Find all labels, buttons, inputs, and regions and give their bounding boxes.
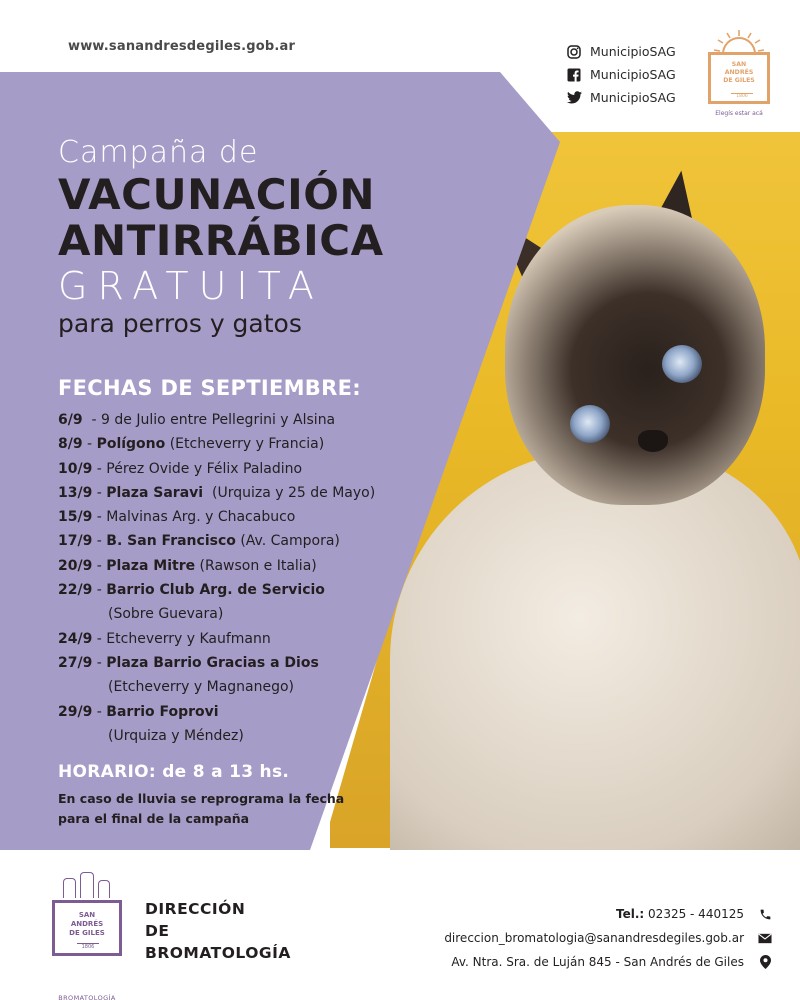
row-place: Plaza Mitre (106, 557, 196, 574)
sunrise-icon (712, 30, 766, 54)
bottle-icon (80, 872, 94, 898)
schedule-row (58, 505, 458, 529)
row-address: (Av. Campora) (235, 533, 340, 550)
social-links (566, 40, 676, 109)
cat-illustration-head (505, 205, 765, 505)
logo-text (711, 61, 767, 85)
row-address: (Rawson e Italia) (195, 557, 317, 574)
title-line-1: VACUNACIÓN (58, 170, 376, 219)
direction-line-2: DE (145, 922, 170, 940)
bottle-icon (98, 880, 110, 898)
row-separator: - (92, 484, 107, 501)
row-separator: - (92, 557, 107, 574)
cat-nose (638, 430, 668, 452)
facebook-handle: MunicipioSAG (590, 67, 676, 82)
row-place: Barrio Foprovi (106, 703, 219, 720)
blogo-year: 1806 (77, 943, 99, 950)
row-address: Malvinas Arg. y Chacabuco (106, 509, 296, 526)
title-target: para perros y gatos (58, 309, 302, 338)
bromatologia-logo-frame (52, 900, 122, 956)
row-place: Barrio Club Arg. de Servicio (106, 582, 325, 599)
schedule-list (58, 408, 458, 748)
bromatologia-logo (52, 874, 122, 1000)
row-date: 15/9 (58, 509, 93, 526)
email-text: direccion_bromatologia@sanandresdegiles.gob.ar (444, 931, 744, 945)
social-instagram[interactable] (566, 40, 676, 63)
phone-text (616, 907, 744, 921)
twitter-handle: MunicipioSAG (590, 90, 676, 105)
bromatologia-logo-text (55, 911, 119, 938)
schedule-row-sub: (Sobre Guevara) (108, 606, 224, 623)
footer (0, 850, 800, 1000)
row-separator: - (82, 412, 102, 428)
schedule-row (58, 481, 458, 505)
schedule-row (58, 457, 458, 481)
contact-phone[interactable] (444, 902, 772, 926)
direction-line-3: BROMATOLOGÍA (145, 944, 291, 962)
cat-eye-left (570, 405, 610, 443)
social-twitter[interactable] (566, 86, 676, 109)
schedule-row (58, 408, 458, 432)
hours-text: HORARIO: de 8 a 13 hs. (58, 762, 290, 782)
row-date: 24/9 (58, 630, 93, 647)
row-separator: - (92, 582, 107, 599)
logo-tagline: Elegís estar acá (715, 110, 763, 117)
row-date: 10/9 (58, 460, 93, 477)
logo-line-1: SAN (731, 61, 747, 68)
cat-eye-right (662, 345, 702, 383)
direction-line-1: DIRECCIÓN (145, 900, 246, 918)
blogo-line-2: ANDRÉS (70, 920, 104, 928)
row-separator: - (92, 509, 107, 526)
row-date: 17/9 (58, 533, 93, 550)
logo-line-2: ANDRÉS (724, 69, 754, 76)
row-separator: - (92, 533, 107, 550)
website-link[interactable]: www.sanandresdegiles.gob.ar (68, 39, 296, 54)
row-date: 22/9 (58, 582, 93, 599)
row-place: Plaza Saravi (106, 484, 204, 501)
row-separator: - (92, 460, 107, 477)
row-date: 27/9 (58, 654, 93, 671)
blogo-line-3: DE GILES (69, 929, 105, 937)
logo-line-3: DE GILES (723, 77, 755, 84)
campaign-title (58, 134, 518, 340)
row-separator: - (92, 654, 107, 671)
row-separator: - (92, 630, 107, 647)
row-date: 6/9 (58, 412, 83, 428)
row-address: 9 de Julio entre Pellegrini y Alsina (101, 412, 336, 428)
row-date: 20/9 (58, 557, 93, 574)
row-address: Etcheverry y Kaufmann (106, 630, 271, 647)
phone-icon (758, 907, 772, 921)
municipality-logo (704, 26, 774, 126)
phone-label: Tel.: (616, 907, 645, 921)
schedule-row-sub: (Urquiza y Méndez) (108, 727, 244, 744)
title-free: GRATUITA (58, 264, 324, 308)
schedule-row (58, 578, 458, 602)
instagram-handle: MunicipioSAG (590, 44, 676, 59)
blogo-line-1: SAN (78, 911, 96, 919)
row-separator: - (92, 703, 107, 720)
row-date: 8/9 (58, 436, 83, 453)
row-separator: - (82, 436, 97, 453)
schedule-row (58, 529, 458, 553)
row-date: 29/9 (58, 703, 93, 720)
contact-email[interactable] (444, 926, 772, 950)
title-campaign: Campaña de (58, 135, 259, 170)
twitter-icon (566, 90, 582, 106)
schedule-heading: FECHAS DE SEPTIEMBRE: (58, 376, 361, 400)
schedule-row-sub: (Etcheverry y Magnanego) (108, 679, 295, 696)
schedule-row (58, 627, 458, 651)
contact-address[interactable] (444, 950, 772, 974)
instagram-icon (566, 44, 582, 60)
row-address: Pérez Ovide y Félix Paladino (106, 460, 303, 477)
schedule-row (58, 700, 458, 724)
schedule-row (58, 432, 458, 456)
mail-icon (758, 931, 772, 945)
row-place: Polígono (96, 436, 166, 453)
bromatologia-caption: BROMATOLOGÍA (58, 994, 116, 1000)
title-line-2: ANTIRRÁBICA (58, 216, 384, 265)
row-place: B. San Francisco (106, 533, 236, 550)
location-pin-icon (758, 955, 772, 969)
row-address: (Etcheverry y Francia) (165, 436, 325, 453)
schedule-row (58, 554, 458, 578)
row-date: 13/9 (58, 484, 93, 501)
row-address: (Urquiza y 25 de Mayo) (203, 484, 376, 501)
direction-title (145, 898, 291, 964)
facebook-icon (566, 67, 582, 83)
rain-note: En caso de lluvia se reprograma la fecha para el final de la campaña (58, 791, 345, 826)
contact-info (444, 902, 772, 974)
row-place: Plaza Barrio Gracias a Dios (106, 654, 319, 671)
bottle-icon (63, 878, 76, 898)
logo-frame (708, 52, 770, 104)
schedule-row (58, 651, 458, 675)
social-facebook[interactable] (566, 63, 676, 86)
address-text: Av. Ntra. Sra. de Luján 845 - San Andrés de Giles (451, 955, 744, 969)
phone-number: 02325 - 440125 (644, 907, 744, 921)
logo-year: 1806 (731, 93, 753, 100)
